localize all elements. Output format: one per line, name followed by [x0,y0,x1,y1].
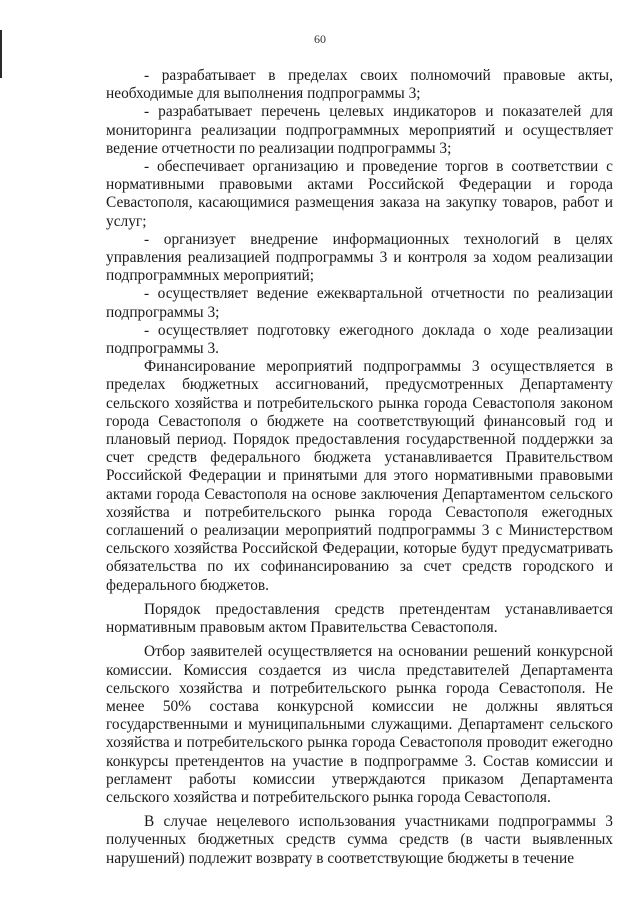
paragraph-misuse: В случае нецелевого использования участниками подпрограммы 3 полученных бюджетных средств сумма средств (в части выявленных нарушений) подлежит возврату в соответствующие бюджеты в течение [106,813,613,867]
list-item: - осуществляет подготовку ежегодного доклада о ходе реализации подпрограммы 3. [106,321,613,358]
paragraph-financing: Финансирование мероприятий подпрограммы 3 осуществляется в пределах бюджетных ассигнований, предусмотренных Департаменту сельского хозяйства и потребительского рынка города Севастополя законом города Севастополя о бюджете на соответствующий финансовый год и плановый период. Порядок предоставления государственной поддержки за счет средств федерального бюджета устанавливается Правительством Российской Федерации и принятыми для этого нормативными правовыми актами города Севастополя на основе заключения Департаментом сельского хозяйства и потребительского рынка города Севастополя ежегодных соглашений о реализации мероприятий подпрограммы 3 с Министерством сельского хозяйства Российской Федерации, которые будут предусматривать обязательства по их софинансированию за счет средств городского и федерального бюджетов. [106,358,613,594]
page-number: 60 [314,32,326,46]
list-item: - разрабатывает перечень целевых индикаторов и показателей для мониторинга реализации подпрограммных мероприятий и осуществляет ведение отчетности по реализации подпрограммы 3; [106,103,613,157]
paragraph-selection: Отбор заявителей осуществляется на основании решений конкурсной комиссии. Комиссия создается из числа представителей Департамента сельского хозяйства и потребительского рынка города Севастополя. Не менее 50% состава конкурсной комиссии не должны являться государственными и муниципальными служащими. Департамент сельского хозяйства и потребительского рынка города Севастополя проводит ежегодно конкурсы претендентов на участие в подпрограмме 3. Состав комиссии и регламент работы комиссии утверждаются приказом Департамента сельского хозяйства и потребительского рынка города Севастополя. [106,643,613,806]
paragraph-funding-procedure: Порядок предоставления средств претендентам устанавливается нормативным правовым актом Правительства Севастополя. [106,600,613,637]
document-body [106,67,613,868]
list-item: - организует внедрение информационных технологий в целях управления реализацией подпрограммы 3 и контроля за ходом реализации подпрограммных мероприятий; [106,230,613,285]
list-item: - обеспечивает организацию и проведение торгов в соответствии с нормативными правовыми актами Российской Федерации и города Севастополя, касающимися размещения заказа на закупку товаров, работ и услуг; [106,158,613,230]
list-item: - разрабатывает в пределах своих полномочий правовые акты, необходимые для выполнения подпрограммы 3; [106,67,613,103]
list-item: - осуществляет ведение ежеквартальной отчетности по реализации подпрограммы 3; [106,285,613,321]
